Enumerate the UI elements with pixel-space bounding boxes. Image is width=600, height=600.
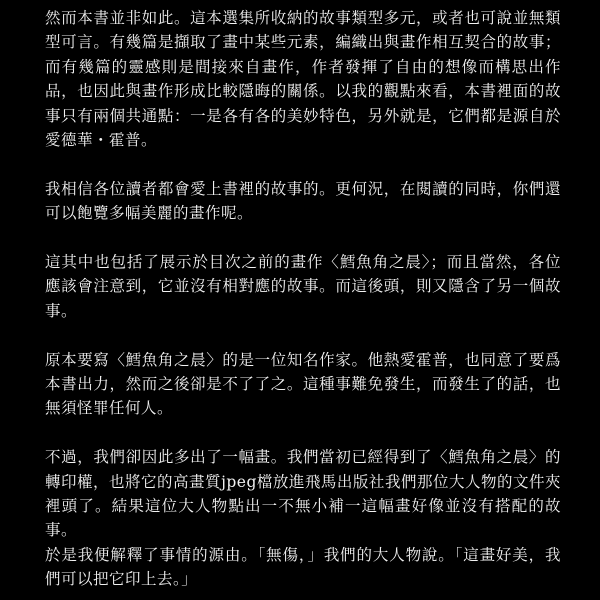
paragraph-2: 我相信各位讀者都會愛上書裡的故事的。更何況，在閱讀的同時，你們還可以飽覽多幅美麗的畫作呢。: [45, 179, 561, 223]
document-body: [45, 6, 561, 592]
paragraph-5: 不過，我們卻因此多出了一幅畫。我們當初已經得到了〈鱈魚角之晨〉的轉印權，也將它的高畫質jpeg檔放進飛馬出版社我們那位大人物的文件夾裡頭了。結果這位大人物點出一不無小補一這幅畫好像並沒有搭配的故事。: [45, 448, 561, 540]
paragraph-6: 於是我便解釋了事情的源由。「無傷，」我們的大人物說。「這畫好美，我們可以把它印上去。」: [45, 545, 561, 589]
paragraph-3: 這其中也包括了展示於目次之前的畫作〈鱈魚角之晨〉；而且當然，各位應該會注意到，它並沒有相對應的故事。而這後頭，則又隱含了另一個故事。: [45, 253, 561, 320]
paragraph-4: 原本要寫〈鱈魚角之晨〉的是一位知名作家。他熱愛霍普，也同意了要爲本書出力，然而之後卻是不了了之。這種事難免發生，而發生了的話，也無須怪罪任何人。: [45, 350, 561, 418]
paragraph-1: 然而本書並非如此。這本選集所收納的故事類型多元，或者也可說並無類型可言。有幾篇是擷取了畫中某些元素，編織出與畫作相互契合的故事；而有幾篇的靈感則是間接來自畫作，作者發揮了自由的想像而構思出作品，也因此與畫作形成比較隱晦的關係。以我的觀點來看，本書裡面的故事只有兩個共通點：一是各有各的美妙特色，另外就是，它們都是源自於愛德華・霍普。: [45, 9, 561, 150]
